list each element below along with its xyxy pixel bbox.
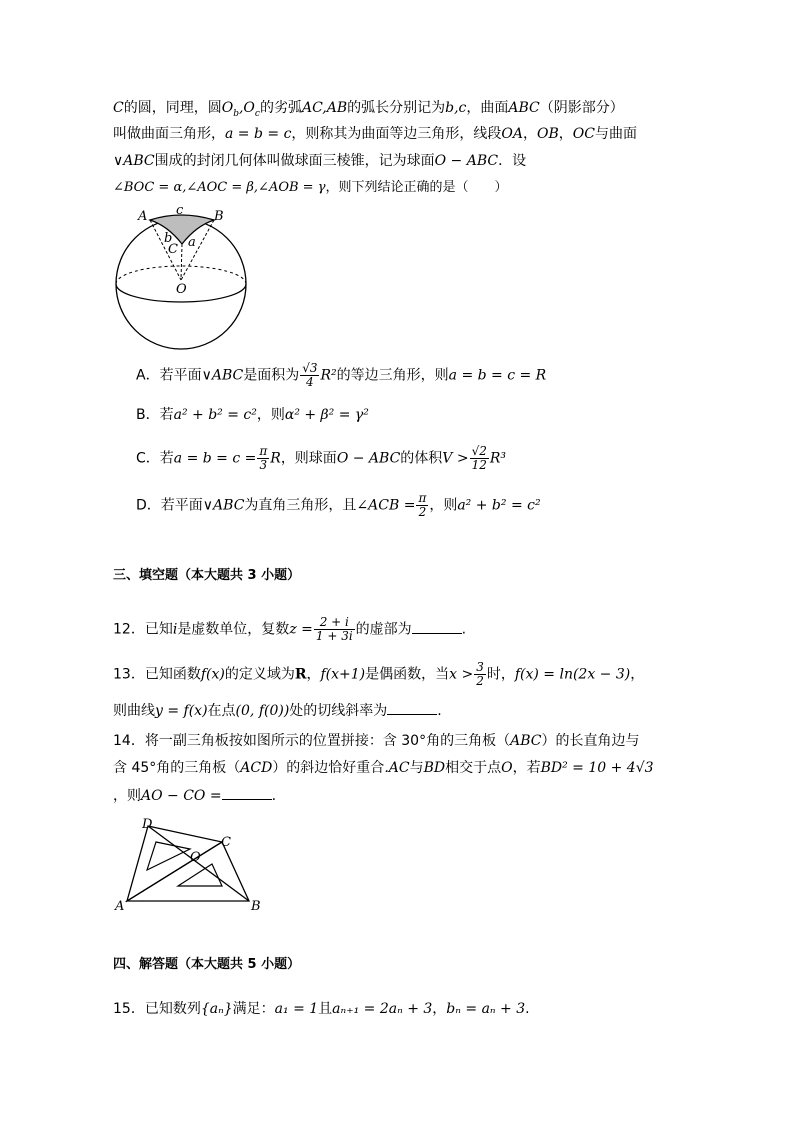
optA-frac-den: 4 [306, 375, 314, 389]
p11-math: b,c [445, 100, 467, 116]
segment-OC [181, 244, 182, 280]
p11-text: 的弧长分别记为 [347, 100, 446, 116]
option-B [136, 405, 369, 425]
p14-math: .AC [384, 760, 410, 776]
optA-text: A．若平面∨ [136, 367, 212, 384]
p11-math: AC,AB [301, 100, 348, 116]
p11-text: ．设 [498, 153, 527, 169]
p13-math: x > [449, 666, 474, 683]
p15-text: 且 [318, 1001, 333, 1017]
optD-fraction [416, 492, 428, 519]
p14-math: BD² = 10 + 4√3 [540, 760, 654, 776]
problem-12 [113, 616, 466, 643]
p11-math: ∨ABC [113, 153, 155, 169]
p12-frac-num: 2 + i [314, 616, 355, 630]
p13-math: R [294, 666, 307, 683]
p13-text: ， [306, 666, 321, 683]
p11-text: ， [523, 126, 538, 142]
p12-text: 是虚数单位，复数 [177, 621, 290, 638]
p11-line2 [113, 124, 637, 144]
p14-text: ）的斜边恰好重合 [272, 760, 385, 776]
optB-text: B．若 [136, 407, 174, 423]
p14-text: ，若 [512, 760, 541, 776]
optC-fraction [257, 445, 269, 472]
optC-text: C．若 [136, 450, 174, 467]
p11-text: ，则称其为曲面等边三角形，线段 [291, 126, 502, 142]
optD-math: a² + b² = c² [457, 497, 541, 514]
problem-14-line2 [113, 758, 654, 778]
optA-text: 是面积为 [243, 367, 300, 384]
p13-fraction [474, 661, 486, 688]
optA-math: R² [320, 367, 337, 384]
optC-frac-den: 3 [259, 458, 268, 472]
p15-text: 15．已知数列 [113, 1001, 201, 1017]
p13-text: 时， [486, 666, 515, 683]
optD-frac-den: 2 [418, 505, 427, 519]
optC-frac-num: π [259, 444, 268, 458]
optA-math: a = b = c = R [448, 367, 547, 384]
label-O: O [190, 850, 201, 865]
optD-math: ABC [213, 497, 245, 514]
optC-frac2-num: √2 [471, 444, 487, 458]
answer-blank [412, 619, 462, 634]
label-a: a [188, 235, 196, 250]
section-title-solution: 四、解答题（本大题共 5 小题） [113, 957, 301, 972]
p11-text: （阴影部分） [539, 100, 624, 116]
p15-text: . [525, 1001, 530, 1017]
p14-text: ）的长直角边与 [541, 733, 640, 749]
p13-text: 在点 [207, 703, 236, 719]
optB-math: a² + b² = c² [173, 407, 257, 423]
p14-text: 与 [409, 760, 424, 776]
p11-math: OB [537, 126, 559, 142]
optC-text: 的体积 [400, 450, 443, 467]
p11-math: O [221, 100, 234, 116]
p11-math: O − ABC [434, 153, 499, 169]
p13-text: 13．已知函数 [113, 666, 201, 683]
p14-text: . [271, 788, 277, 804]
p14-text: 14．将一副三角板按如图所示的位置拼接：含 30°角的三角板（ [113, 733, 511, 749]
optD-text: ，则 [429, 497, 458, 514]
p13-text: . [437, 703, 442, 719]
p12-frac-den: 1 + 3i [315, 629, 353, 643]
label-C: C [221, 835, 231, 850]
p12-math: i [172, 621, 178, 638]
problem-15 [113, 999, 530, 1019]
p12-fraction [314, 616, 355, 643]
label-D: D [142, 817, 153, 832]
optD-text: D．若平面∨ [136, 497, 214, 514]
p15-text: ， [432, 1001, 447, 1017]
option-C [136, 445, 506, 472]
p14-text: ，则 [113, 788, 141, 804]
optC-math: a = b = c = [173, 450, 257, 467]
p14-math: BD [423, 760, 446, 776]
p11-math: b [233, 108, 239, 119]
optC-math: O − ABC [336, 450, 401, 467]
label-A: A [115, 899, 125, 914]
p11-math: OA [501, 126, 524, 142]
p11-math: c [254, 108, 260, 119]
p14-math: ABC [510, 733, 542, 749]
p13-math: f(x+1) [320, 666, 366, 683]
section-title-fill-blank: 三、填空题（本大题共 3 小题） [113, 568, 301, 583]
p11-math: OC [572, 126, 595, 142]
p13-frac-num: 3 [476, 660, 484, 674]
p14-text: 含 45°角的三角板（ [113, 760, 241, 776]
optC-math: V > [442, 450, 469, 467]
p11-text: 围成的封闭几何体叫做球面三棱锥，记为球面 [154, 153, 435, 169]
p11-text: ， [558, 126, 573, 142]
optC-frac2-den: 12 [471, 458, 487, 472]
p14-math: O [501, 760, 513, 776]
p14-math: AO − CO = [141, 788, 222, 804]
problem-13-line1 [113, 661, 644, 688]
p14-text: 相交于点 [445, 760, 502, 776]
p13-text: 的定义域为 [224, 666, 295, 683]
triangles-figure [110, 812, 270, 917]
optC-text: ，则球面 [280, 450, 337, 467]
label-b: b [164, 231, 173, 246]
optC-math: R³ [489, 450, 507, 467]
optD-frac-num: π [418, 491, 427, 505]
optC-fraction2 [470, 445, 489, 472]
label-O: O [176, 282, 187, 297]
p13-text: 则曲线 [113, 703, 155, 719]
p11-text: 与曲面 [594, 126, 637, 142]
answer-blank [222, 785, 272, 800]
problem-14-line1 [113, 731, 639, 751]
triangle-ACD [127, 826, 222, 901]
optA-frac-num: √3 [302, 361, 318, 375]
p13-math: y = f(x) [155, 703, 208, 719]
p12-text: 12．已知 [113, 621, 173, 638]
optA-text: 的等边三角形，则 [336, 367, 449, 384]
optA-math: ABC [211, 367, 244, 384]
p15-math: {aₙ} [200, 1001, 233, 1017]
problem-14-line3 [113, 785, 276, 806]
label-c: c [176, 203, 184, 218]
p15-text: 满足： [232, 1001, 275, 1017]
optC-math: R [270, 450, 281, 467]
p13-math: (0, f(0)) [235, 703, 290, 719]
optB-text: ，则 [256, 407, 285, 423]
p11-text: 的劣弧 [259, 100, 302, 116]
label-C: C [168, 242, 178, 257]
p13-text: 处的切线斜率为 [289, 703, 388, 719]
p11-text: C [113, 100, 124, 116]
p13-text: ， [630, 666, 645, 683]
p11-line3 [113, 151, 526, 171]
p13-text: 是偶函数，当 [365, 666, 450, 683]
p11-text: ，则下列结论正确的是（ ） [325, 180, 508, 195]
p11-text: 的圆，同理，圆 [123, 100, 222, 116]
p11-math: ,O [238, 100, 255, 116]
optD-text: 为直角三角形，且 [244, 497, 357, 514]
label-A: A [138, 209, 148, 224]
problem-13-line2 [113, 700, 442, 721]
triangle-ABC [127, 842, 249, 901]
p12-text: . [461, 621, 467, 638]
p15-math: aₙ₊₁ = 2aₙ + 3 [332, 1001, 433, 1017]
p15-math: a₁ = 1 [274, 1001, 319, 1017]
p12-math: z = [289, 621, 313, 638]
sphere-figure [110, 202, 260, 372]
p11-math: ∠BOC = α,∠AOC = β,∠AOB = γ [113, 180, 326, 195]
p13-math: f(x) = ln(2x − 3) [514, 666, 631, 683]
option-A [136, 362, 546, 389]
p12-text: 的虚部为 [355, 621, 412, 638]
p11-line1 [113, 98, 624, 124]
p11-text: ，曲面 [466, 100, 509, 116]
p13-frac-den: 2 [476, 674, 484, 688]
label-B: B [251, 899, 261, 914]
p11-math: ABC [508, 100, 540, 116]
p13-math: f(x) [200, 666, 225, 683]
p15-math: bₙ = aₙ + 3 [446, 1001, 526, 1017]
answer-blank [387, 700, 437, 715]
optA-fraction [300, 362, 319, 389]
label-B: B [214, 209, 224, 224]
optD-math: ∠ACB = [356, 497, 416, 514]
p11-text: 叫做曲面三角形， [113, 126, 225, 142]
optB-math: α² + β² = γ² [284, 407, 369, 423]
p14-math: ACD [240, 760, 273, 776]
inner-triangle-30 [178, 864, 222, 886]
p11-math: a = b = c [225, 126, 292, 142]
option-D [136, 492, 541, 519]
p11-line4 [113, 178, 507, 198]
